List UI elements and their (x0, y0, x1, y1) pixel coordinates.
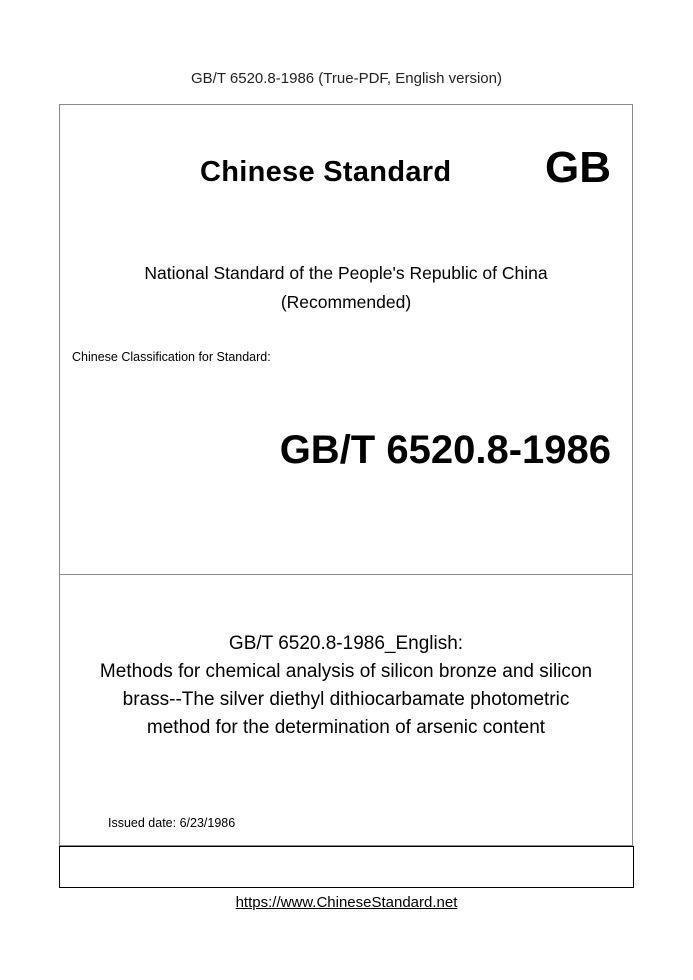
document-title (59, 630, 633, 742)
chinese-standard-heading: Chinese Standard (200, 156, 452, 188)
page-header: GB/T 6520.8-1986 (True-PDF, English version) (191, 70, 502, 87)
national-standard-line: National Standard of the People's Republic of China (144, 263, 548, 283)
title-line: Methods for chemical analysis of silicon bronze and silicon (99, 661, 593, 682)
gb-mark: GB (545, 143, 611, 192)
bottom-box (59, 846, 634, 888)
title-line: method for the determination of arsenic content (146, 717, 546, 738)
recommended-line: (Recommended) (280, 292, 412, 312)
title-line: brass--The silver diethyl dithiocarbamate photometric (122, 689, 570, 710)
website-link[interactable]: https://www.ChineseStandard.net (235, 894, 458, 911)
standard-number: GB/T 6520.8-1986 (279, 428, 611, 472)
national-standard-block (59, 259, 633, 317)
issued-date: Issued date: 6/23/1986 (108, 816, 236, 830)
cover-divider (59, 574, 633, 575)
classification-label: Chinese Classification for Standard: (72, 350, 271, 364)
title-line: GB/T 6520.8-1986_English: (228, 633, 464, 654)
